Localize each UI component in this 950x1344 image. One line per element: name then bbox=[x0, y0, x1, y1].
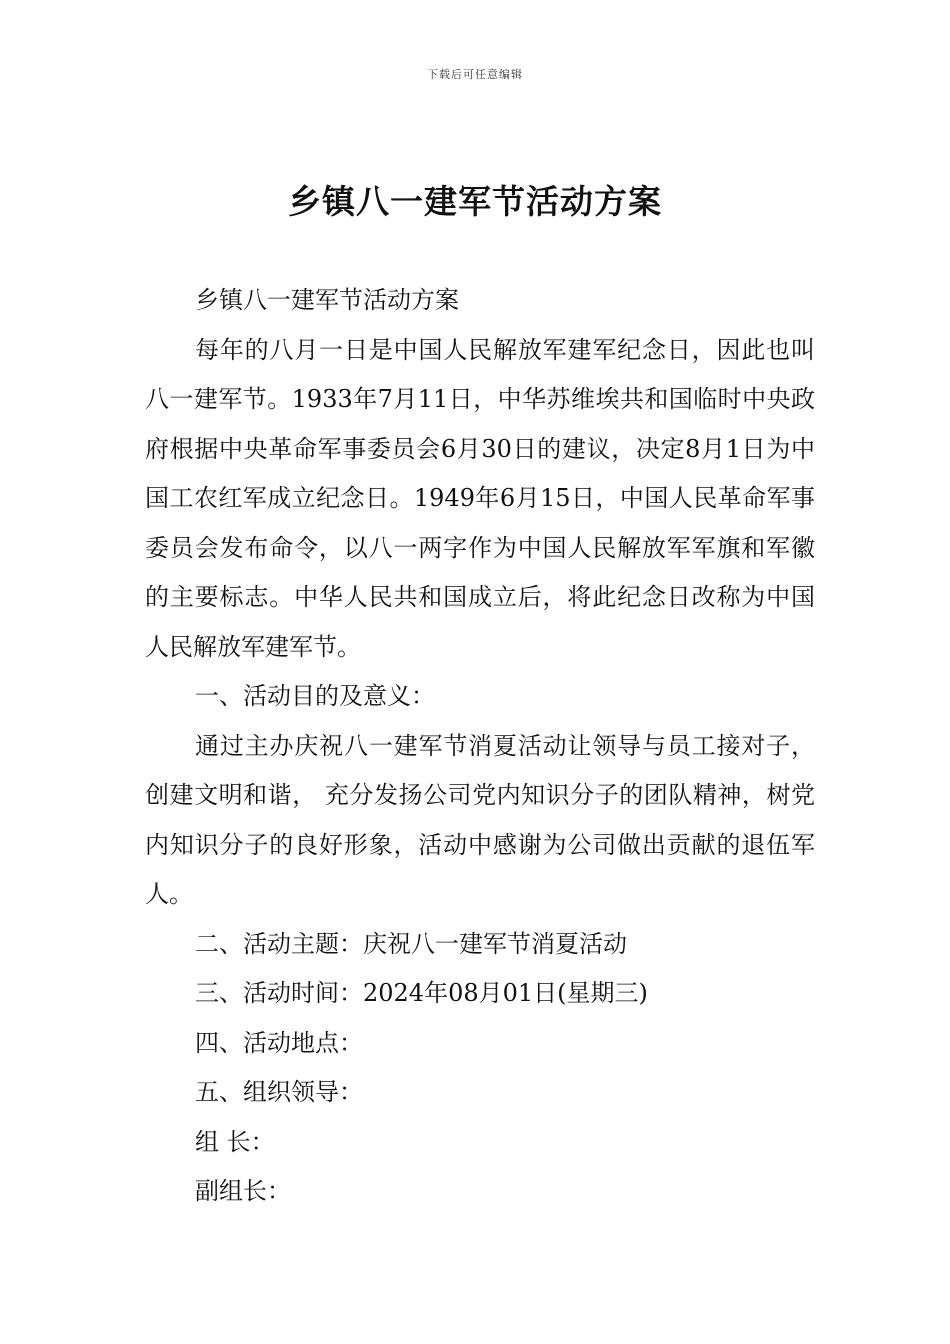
document-body bbox=[145, 276, 815, 1217]
role-leader: 组 长： bbox=[195, 1127, 275, 1156]
paragraph-subtitle: 乡镇八一建军节活动方案 bbox=[195, 286, 459, 314]
section-heading-organization: 五、组织领导： bbox=[195, 1078, 363, 1106]
paragraph-purpose: 通过主办庆祝八一建军节消夏活动让领导与员工接对子，创建文明和谐， 充分发扬公司党内知识分子的团队精神，树党内知识分子的良好形象，活动中感谢为公司做出贡献的退伍军人。 bbox=[145, 731, 815, 908]
role-deputy-leader: 副组长： bbox=[195, 1177, 291, 1205]
section-heading-theme: 二、活动主题：庆祝八一建军节消夏活动 bbox=[195, 929, 627, 958]
section-heading-purpose: 一、活动目的及意义： bbox=[195, 682, 435, 710]
document-title: 乡镇八一建军节活动方案 bbox=[288, 182, 662, 221]
paragraph-background: 每年的八月一日是中国人民解放军建军纪念日，因此也叫八一建军节。1933年7月11日，中华苏维埃共和国临时中央政府根据中央革命军事委员会6月30日的建议，决定8月1日为中国工农红军成立纪念日。1949年6月15日，中国人民革命军事委员会发布命令，以八一两字作为中国人民解放军军旗和军徽的主要标志。中华人民共和国成立后，将此纪念日改称为中国人民解放军建军节。 bbox=[145, 335, 815, 661]
section-heading-location: 四、活动地点： bbox=[195, 1028, 363, 1057]
section-heading-time: 三、活动时间：2024年08月01日(星期三) bbox=[195, 979, 648, 1007]
page-header-note: 下载后可任意编辑 bbox=[427, 68, 523, 81]
